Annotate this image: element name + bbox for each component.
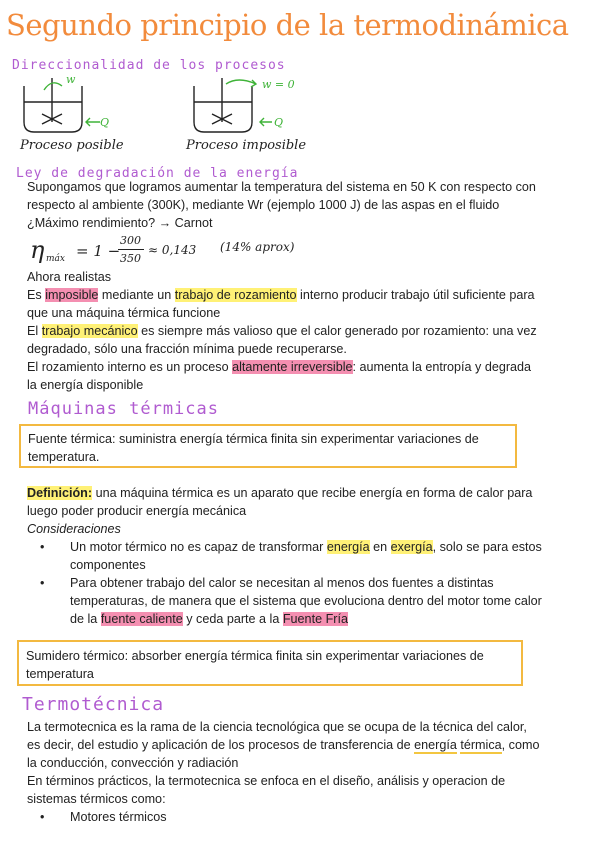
- termo-line-4: En términos prácticos, la termotecnica se enfoca en el diseño, análisis y operacion de: [27, 774, 506, 788]
- heading-maquinas: Máquinas térmicas: [28, 399, 219, 419]
- consideraciones: Consideraciones: [27, 522, 121, 536]
- bullet-dot-3: •: [40, 810, 45, 824]
- formula-note: (14% aprox): [220, 240, 295, 254]
- formula-den: 350: [120, 252, 141, 265]
- formula-mid: = 1 −: [76, 242, 121, 260]
- bullet-2-line-2: temperaturas, de manera que el sistema que evoluciona dentro del motor tome calor: [70, 594, 542, 608]
- bullet-1-line-1: Un motor térmico no es capaz de transformar energía en exergía, solo se para estos: [70, 540, 542, 554]
- definicion-line-1: Definición: una máquina térmica es un aparato que recibe energía en forma de calor para: [27, 486, 533, 500]
- right-work-arrow: [226, 80, 256, 87]
- right-q-label: Q: [274, 116, 284, 129]
- formula-bar: [118, 249, 144, 250]
- heading-direccionalidad: Direccionalidad de los procesos: [12, 58, 286, 73]
- formula-num: 300: [120, 234, 141, 247]
- termo-line-5: sistemas térmicos como:: [27, 792, 166, 806]
- ley-line-1: Es imposible mediante un trabajo de rozamiento interno producir trabajo útil suficiente para: [27, 288, 535, 302]
- hl-trabajo-mecanico: trabajo mecánico: [41, 324, 138, 338]
- hl-trabajo-rozamiento: trabajo de rozamiento: [174, 288, 297, 302]
- hl-energia: energía: [326, 540, 370, 554]
- heading-termotecnica: Termotécnica: [22, 694, 165, 715]
- box-sumidero-text: Sumidero térmico: absorber energía térmica finita sin experimentar variaciones de temperatura: [26, 649, 484, 681]
- formula-rhs: ≈ 0,143: [148, 243, 197, 257]
- ley-paragraph-1: Supongamos que logramos aumentar la temperatura del sistema en 50 K con respecto con respecto al ambiente (300K), mediante Wr (ejemplo 1000 J) de las aspas en el fluido: [27, 180, 536, 212]
- termo-line-3: la conducción, convección y radiación: [27, 756, 239, 770]
- hl-fuente-fria: Fuente Fría: [282, 612, 348, 626]
- termo-line-2: es decir, del estudio y aplicación de los procesos de transferencia de energía térmica, como: [27, 738, 540, 752]
- right-w-label: w = 0: [262, 78, 295, 91]
- box-fuente-termica: [19, 424, 517, 468]
- bullet-2-line-1: Para obtener trabajo del calor se necesitan al menos dos fuentes a distintas: [70, 576, 494, 590]
- right-vessel: [194, 78, 252, 132]
- ul-termica: térmica: [460, 738, 502, 752]
- hl-irreversible: altamente irreversible: [232, 360, 353, 374]
- bullet-dot-1: •: [40, 540, 45, 554]
- formula-eta: η: [30, 236, 45, 264]
- page-title: Segundo principio de la termodinámica: [6, 8, 569, 42]
- ahora-realistas: Ahora realistas: [27, 270, 111, 284]
- hl-exergia: exergía: [390, 540, 433, 554]
- caption-posible: Proceso posible: [20, 138, 124, 153]
- definicion-label: Definición:: [27, 486, 93, 500]
- ley-line-5: El rozamiento interno es un proceso altamente irreversible: aumenta la entropía y degrada: [27, 360, 532, 374]
- left-w-label: w: [66, 73, 76, 86]
- hl-imposible: imposible: [45, 288, 99, 302]
- bullet-dot-2: •: [40, 576, 45, 590]
- definicion-line-2: luego poder producir energía mecánica: [27, 504, 247, 518]
- caption-imposible: Proceso imposible: [186, 138, 307, 153]
- right-heat-arrow: [260, 118, 272, 126]
- ley-line-3: El trabajo mecánico es siempre más valioso que el calor generado por rozamiento: una vez: [27, 324, 537, 338]
- bullet-1-line-2: componentes: [70, 558, 146, 572]
- heading-ley: Ley de degradación de la energía: [16, 166, 299, 181]
- ley-line-6: la energía disponible: [27, 378, 144, 392]
- left-vessel: [24, 78, 82, 132]
- ley-line-4: degradado, sólo una fracción mínima puede recuperarse.: [27, 342, 347, 356]
- box-sumidero-termico: [17, 640, 523, 686]
- ley-line-2: que una máquina térmica funcione: [27, 306, 221, 320]
- termo-bullet-1: Motores térmicos: [70, 810, 167, 824]
- termo-line-1: La termotecnica es la rama de la ciencia tecnológica que se ocupa de la técnica del calor,: [27, 720, 527, 734]
- ul-energia: energía: [414, 738, 457, 752]
- left-q-label: Q: [100, 116, 110, 129]
- formula-sub: máx: [46, 254, 65, 264]
- bullet-2-line-3: de la fuente caliente y ceda parte a la Fuente Fría: [70, 612, 348, 626]
- box-fuente-text: Fuente térmica: suministra energía térmica finita sin experimentar variaciones de temperatura.: [28, 432, 479, 464]
- hl-fuente-caliente: fuente caliente: [100, 612, 183, 626]
- ley-question: ¿Máximo rendimiento? → Carnot: [27, 216, 213, 230]
- left-heat-arrow: [86, 118, 100, 126]
